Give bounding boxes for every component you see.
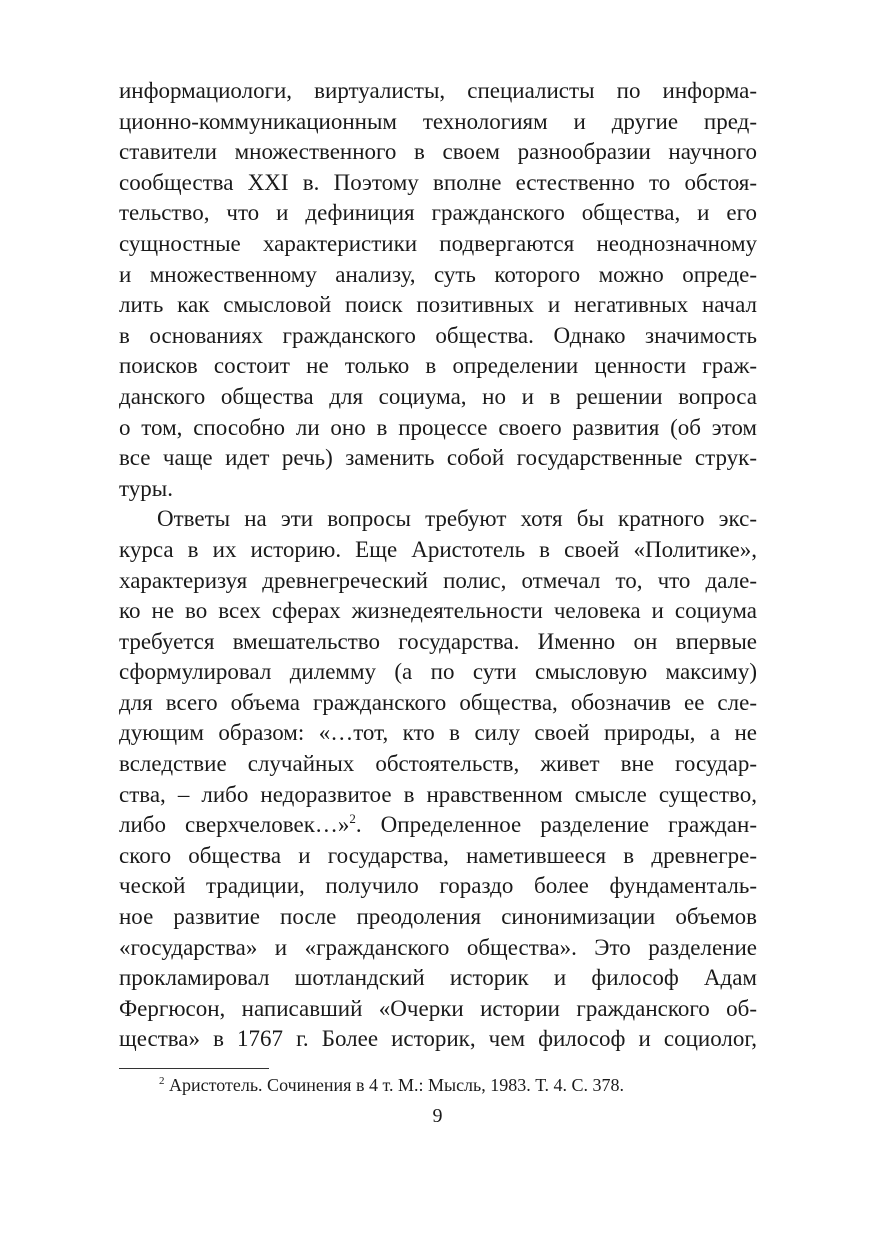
paragraph-line: прокламировал шотландский историк и философ Адам [119, 965, 757, 991]
paragraph-line: щества» в 1767 г. Более историк, чем философ и социолог, [119, 1026, 757, 1052]
footnote-marker: 2 [159, 1075, 165, 1087]
footnote-ref-text-before: либо сверхчеловек…» [119, 812, 350, 838]
paragraph-line: сообщества XXI в. Поэтому вполне естественно то обстоя- [119, 169, 757, 195]
footnote [159, 1073, 624, 1097]
paragraph-line: лить как смысловой поиск позитивных и негативных начал [119, 292, 757, 318]
paragraph-line: ционно-коммуникационным технологиям и другие пред- [119, 108, 757, 134]
paragraph-line: требуется вмешательство государства. Именно он впервые [119, 628, 757, 654]
footnote-divider [119, 1068, 269, 1069]
paragraph-line: сформулировал дилемму (а по сути смысловую максиму) [119, 659, 757, 685]
paragraph-line: Ответы на эти вопросы требуют хотя бы кратного экс- [157, 506, 757, 532]
paragraph-line: все чаще идет речь) заменить собой государственные струк- [119, 445, 757, 471]
paragraph-line: поисков состоит не только в определении ценности граж- [119, 353, 757, 379]
paragraph-line: дующим образом: «…тот, кто в силу своей природы, а не [119, 720, 757, 746]
paragraph-line: ческой традиции, получило гораздо более фундаменталь- [119, 873, 757, 899]
paragraph-line: ное развитие после преодоления синонимизации объемов [119, 904, 757, 930]
paragraph-line: данского общества для социума, но и в решении вопроса [119, 383, 757, 409]
paragraph-line: ского общества и государства, наметившееся в древнегре- [119, 842, 757, 868]
page-number: 9 [432, 1105, 443, 1127]
paragraph-line: в основаниях гражданского общества. Однако значимость [119, 322, 757, 348]
paragraph-line: тельство, что и дефиниция гражданского общества, и его [119, 200, 757, 226]
footnote-text: Аристотель. Сочинения в 4 т. М.: Мысль, 1983. Т. 4. С. 378. [164, 1075, 624, 1095]
page-body [119, 76, 757, 1055]
paragraph-line: Фергюсон, написавший «Очерки истории гражданского об- [119, 995, 757, 1021]
paragraph-line: и множественному анализу, суть которого можно опреде- [119, 261, 757, 287]
paragraph-line [119, 810, 757, 841]
footnote-ref-text-after: . Определенное разделение граждан- [355, 812, 757, 838]
paragraph-line: туры. [119, 475, 173, 501]
paragraph-line: ко не во всех сферах жизнедеятельности человека и социума [119, 598, 757, 624]
paragraph-line: «государства» и «гражданского общества». Это разделение [119, 934, 757, 960]
paragraph-line: характеризуя древнегреческий полис, отмечал то, что дале- [119, 567, 757, 593]
paragraph-line: для всего объема гражданского общества, обозначив ее сле- [119, 689, 757, 715]
paragraph-line: курса в их историю. Еще Аристотель в своей «Политике», [119, 536, 757, 562]
footnote-ref-marker[interactable]: 2 [349, 811, 356, 827]
paragraph-line: сущностные характеристики подвергаются неоднозначному [119, 230, 757, 256]
paragraph-2 [119, 504, 757, 1055]
paragraph-line: информациологи, виртуалисты, специалисты по информа- [119, 78, 757, 103]
paragraph-line: о том, способно ли оно в процессе своего развития (об этом [119, 414, 757, 440]
paragraph-line: ставители множественного в своем разнообразии научного [119, 139, 757, 165]
paragraph-line: ства, – либо недоразвитое в нравственном смысле существо, [119, 781, 757, 807]
paragraph-1 [119, 76, 757, 504]
paragraph-line: вследствие случайных обстоятельств, живет вне государ- [119, 751, 757, 777]
